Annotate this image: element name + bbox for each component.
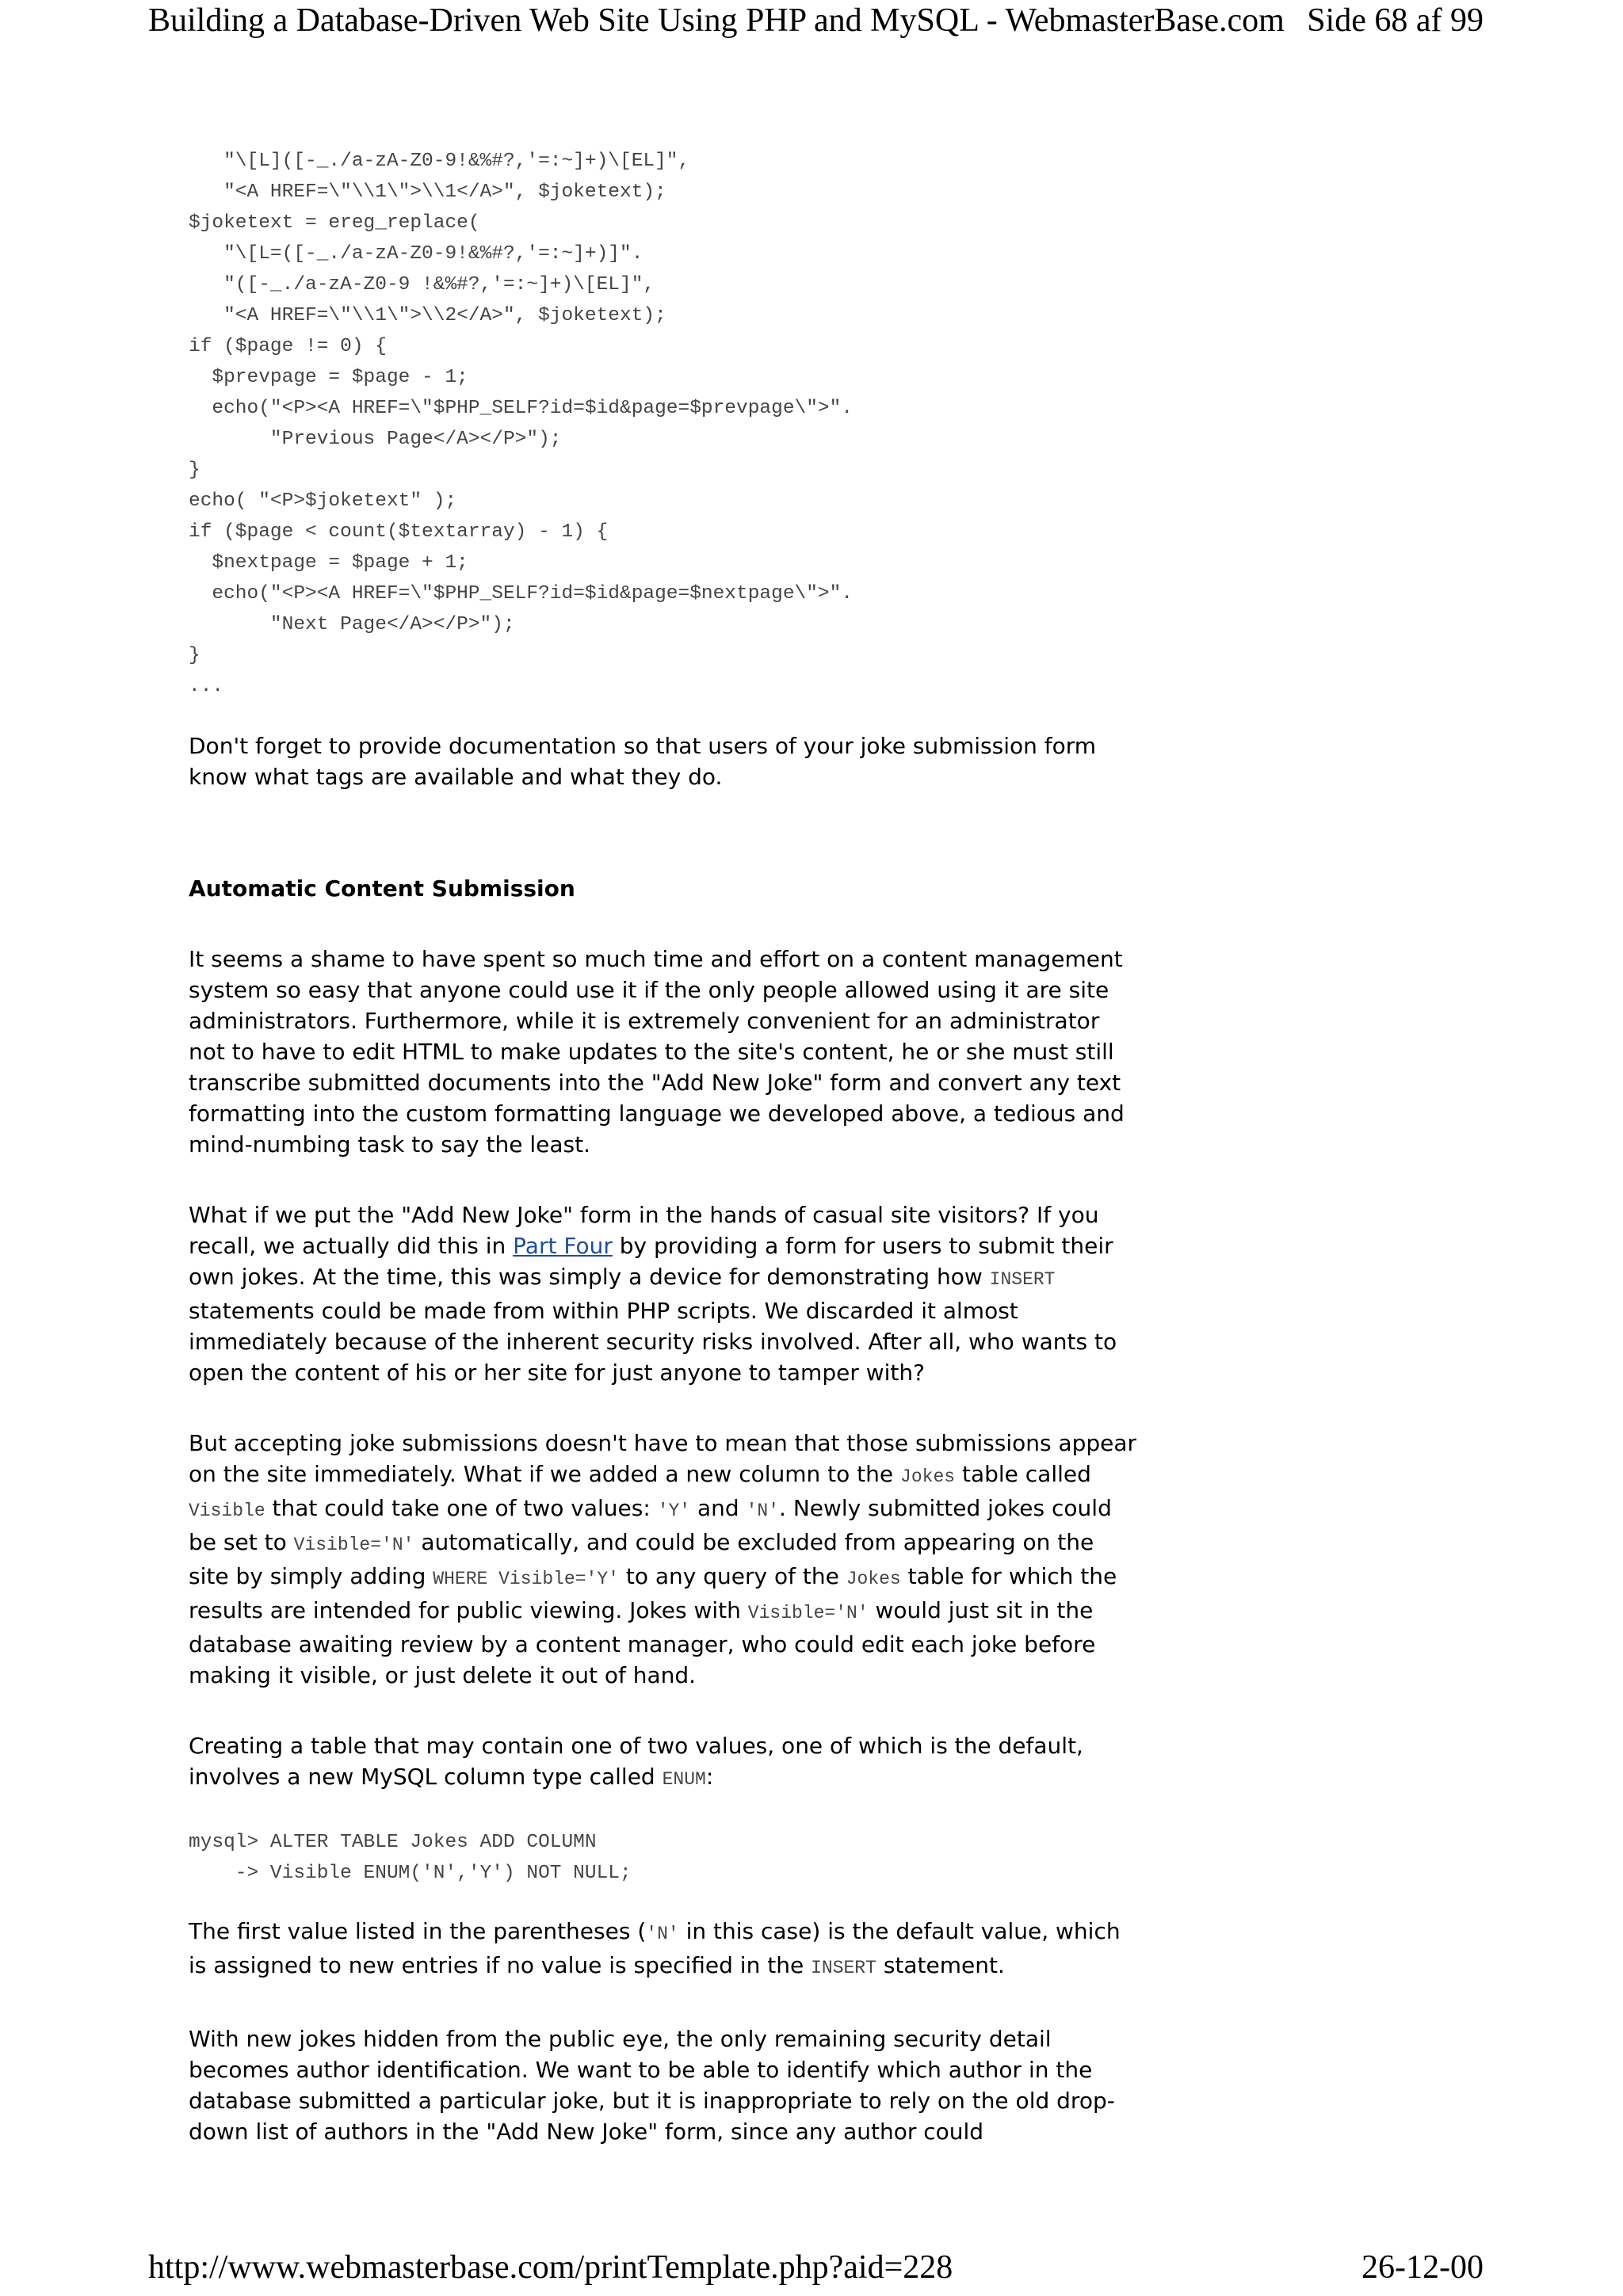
section-heading: Automatic Content Submission: [189, 875, 575, 902]
sql-code-block: mysql> ALTER TABLE Jokes ADD COLUMN -> Visible ENUM('N','Y') NOT NULL;: [189, 1832, 632, 1884]
inline-code: 'Y': [657, 1501, 691, 1521]
inline-code: INSERT: [811, 1958, 876, 1978]
paragraph-documentation: Don't forget to provide documentation so that users of your joke submission form know what tags are available and what they do.: [189, 733, 1097, 790]
article-content: [189, 146, 1140, 2147]
inline-code: INSERT: [989, 1269, 1056, 1290]
paragraph-shame: It seems a shame to have spent so much time and effort on a content management system so easy that anyone could use it if the only people allowed using it are site administrators. Furthermore, while it is extremely convenient for an administrator not to have to edit HTML to make updates to the site's content, he or she must still transcribe submitted documents into the "Add New Joke" form and convert any text formatting into the custom formatting language we developed above, a tedious and mind-numbing task to say the least.: [189, 946, 1125, 1158]
inline-code: Visible='N': [293, 1535, 414, 1555]
inline-code: 'N': [646, 1924, 679, 1944]
inline-code: Jokes: [846, 1569, 901, 1589]
part-four-link[interactable]: Part Four: [513, 1233, 613, 1259]
inline-code: 'N': [746, 1501, 780, 1521]
footer-url: http://www.webmasterbase.com/printTemplate.php?aid=228: [148, 2249, 953, 2286]
paragraph-accepting: But accepting joke submissions doesn't have to mean that those submissions appear on the site immediately. What if we added a new column to the Jokes table called Visible that could take one of two values: 'Y' and 'N'. Newly submitted jokes could be set to Visible='N' automatically, and could be excluded from appearing on the site by simply adding WHERE Visible='Y' to any query of the Jokes table for which the results are intended for public viewing. Jokes with Visible='N' would just sit in the database awaiting review by a content manager, who could edit each joke before making it visible, or just delete it out of hand.: [189, 1430, 1137, 1688]
header-page-number: Side 68 af 99: [1307, 2, 1484, 39]
inline-code: Visible: [189, 1501, 265, 1521]
inline-code: Jokes: [900, 1466, 956, 1487]
inline-code: ENUM: [662, 1769, 706, 1790]
paragraph-enum: Creating a table that may contain one of two values, one of which is the default, involves a new MySQL column type called ENUM:: [189, 1733, 1083, 1790]
inline-code: WHERE Visible='Y': [433, 1569, 619, 1589]
footer-date: 26-12-00: [1361, 2249, 1484, 2286]
paragraph-hidden: With new jokes hidden from the public eye, the only remaining security detail becomes author identification. We want to be able to identify which author in the database submitted a particular joke, but it is inappropriate to rely on the old drop-down list of authors in the "Add New Joke" form, since any author could: [189, 2026, 1115, 2145]
paragraph-what-if: What if we put the "Add New Joke" form in the hands of casual site visitors? If you recall, we actually did this in Part Four by providing a form for users to submit their own jokes. At the time, this was simply a device for demonstrating how INSERT statements could be made from within PHP scripts. We discarded it almost immediately because of the inherent security risks involved. After all, who wants to open the content of his or her site for just anyone to tamper with?: [189, 1202, 1117, 1386]
header-title: Building a Database-Driven Web Site Using PHP and MySQL - WebmasterBase.com: [148, 2, 1285, 39]
code-block: "\[L]([-_./a-zA-Z0-9!&%#?,'=:~]+)\[EL]", "<A HREF=\"\\1\">\\1</A>", $joketext); $joketext = ereg_replace( "\[L=([-_./a-zA-Z0-9!&%#?,'=:~]+)]". "([-_./a-zA-Z0-9 !&%#?,'=:~]+)\[EL]", "<A HREF=\"\\1\">\\2</A>", $joketext); if ($page != 0) { $prevpage = $page - 1; echo("<P><A HREF=\"$PHP_SELF?id=$id&page=$prevpage\">". "Previous Page</A></P>"); } echo( "<P>$joketext" ); if ($page < count($textarray) - 1) { $nextpage = $page + 1; echo("<P><A HREF=\"$PHP_SELF?id=$id&page=$nextpage\">". "Next Page</A></P>"); } ...: [189, 151, 854, 697]
inline-code: Visible='N': [747, 1603, 869, 1623]
paragraph-first-value: The first value listed in the parentheses ('N' in this case) is the default value, which is assigned to new entries if no value is specified in the INSERT statement.: [189, 1918, 1121, 1978]
